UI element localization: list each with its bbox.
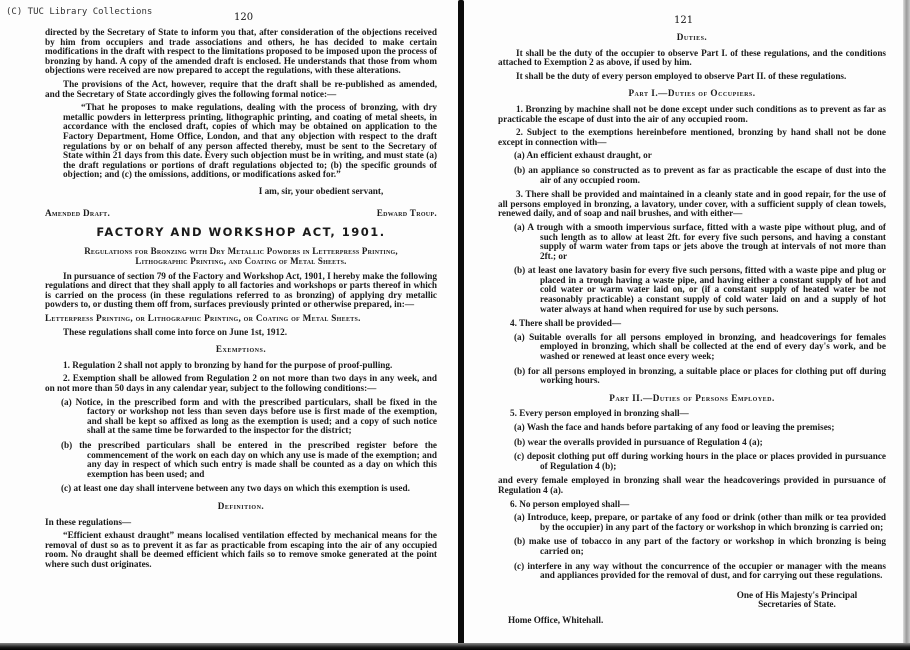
definition-intro: In these regulations— [45, 516, 132, 527]
item-text: Notice, in the prescribed form and with the prescribed particulars, shall be fixed in the factory or workshop not less than seven days before use is first made of the exemption, and shall be kept so affixed as long as the exemption is used; and a copy of such notice shall at the same time be forwarded to the inspector for the district; [75, 396, 437, 436]
act-title: FACTORY AND WORKSHOP ACT, 1901. [96, 225, 386, 240]
item-text: the prescribed particulars shall be entered in the prescribed register before the commencement of the work on each day on which any use is made of the exemption; and any day in respect of which such entry is made shall be counted as a day on which this exemption has been used; and [79, 440, 438, 479]
duties-paragraph-2: It shall be the duty of every person employed to observe Part II. of these regulations. [516, 70, 847, 81]
closing-salutation: I am, sir, your obedient servant, [258, 185, 384, 196]
item-marker: (a) [514, 150, 525, 161]
item-marker: (b) [61, 440, 73, 450]
item-text: at least one day shall intervene between any two days on which this exemption is used. [73, 483, 410, 494]
regulation-4-intro: 4. There shall be provided— [510, 318, 622, 329]
page-edge-shadow [903, 0, 910, 650]
item-marker: (a) [514, 331, 525, 342]
signatory-name: Edward Troup. [376, 207, 437, 218]
item-marker: (c) [514, 560, 525, 571]
provisions-paragraph: The provisions of the Act, however, require that the draft shall be re-published as amended, and the Secretary of State accordingly gives the following formal notice:— [45, 78, 437, 99]
right-page-body [498, 33, 886, 626]
item-marker: (a) [514, 422, 525, 432]
item-marker: (a) [514, 221, 525, 232]
definition-text: “Efficient exhaust draught” means localised ventilation effected by mechanical means for the removal of dust so as to prevent it as far as practicable from escaping into the air of any occupied room. No draught shall be deemed efficient which fails so to remove smoke generated at the point where such dust originates. [45, 530, 437, 569]
item-text: Introduce, keep, prepare, or partake of any food or drink (other than milk or tea provided by the occupier) in any part of the factory or workshop in which bronzing is carried on; [527, 512, 887, 532]
definition-heading: Definition. [217, 500, 265, 511]
regulation-3-intro: 3. There shall be provided and maintained in a cleanly state and in good repair, for the use of all persons employed in bronzing, a lavatory, under cover, with a sufficient supply of clean towels, renewed daily, and of soap and nail brushes, and with either— [498, 189, 886, 219]
item-marker: (b) [514, 365, 526, 376]
quoted-notice: “That he proposes to make regulations, dealing with the process of bronzing, with dry metallic powders in letterpress printing, lithographic printing, and coating of metal sheets, in accordance with the enclosed draft, copies of which may be obtained on application to the Factory Department, Home Office, London, and that any objection with respect to the draft regulations by or on behalf of any person affected thereby, must be sent to the Secretary of State within 21 days from this date. Every such objection must be in writing, and must state (a) the draft regulations or portions of draft regulations objected to; (b) the specific grounds of objection; and (c) the omissions, additions, or modifications asked for.” [63, 102, 437, 180]
exemptions-heading: Exemptions. [215, 344, 267, 355]
item-text: wear the overalls provided in pursuance of Regulation 4 (a); [527, 436, 763, 447]
subtitle-line-1: Regulations for Bronzing with Dry Metallic Powders in Letterpress Printing, [84, 245, 398, 256]
regulation-4-item-b [506, 367, 886, 386]
item-marker: (b) [514, 265, 526, 276]
item-marker: (a) [514, 512, 525, 523]
signoff-block [498, 591, 886, 610]
item-text: A trough with a smooth impervious surface, fitted with a waste pipe without plug, and of such length as to allow at least 2ft. for every five such persons, and having a constant supply of warm water from taps or jets above the trough at intervals of not more than 2ft.; or [527, 221, 886, 261]
regulation-2-item-a [506, 151, 886, 161]
page-number: 120 [234, 12, 254, 23]
scan-bottom-edge [0, 643, 910, 650]
regulation-6-item-a [506, 513, 886, 532]
item-text: deposit clothing put off during working hours in the place or places provided in pursuance of Regulation 4 (b); [526, 451, 886, 471]
processes-line: Letterpress Printing, or Lithographic Printing, or Coating of Metal Sheets. [45, 313, 361, 324]
amended-draft-label: Amended Draft. [45, 207, 111, 218]
item-marker: (c) [61, 483, 72, 494]
item-text: for all persons employed in bronzing, a suitable place or places for clothing put off during working hours. [528, 365, 886, 386]
regulation-4-item-a [506, 333, 886, 362]
regulation-5-item-a [506, 423, 886, 433]
part-1-heading: Part I.—Duties of Occupiers. [628, 88, 756, 99]
pursuance-paragraph: In pursuance of section 79 of the Factory and Workshop Act, 1901, I hereby make the following regulations and direct that they shall apply to all factories and workshops or parts thereof in which is carried on the process (in these regulations referred to as bronzing) of applying dry metallic powders to, or dusting them off from, surfaces previously printed or otherwise prepared, in:— [45, 270, 437, 310]
duties-paragraph-1: It shall be the duty of the occupier to observe Part I. of these regulations, and the conditions attached to Exemption 2 as above, if used by him. [498, 47, 886, 68]
item-text: Suitable overalls for all persons employed in bronzing, and headcoverings for females employed in bronzing, which shall be collected at the end of every day's work, and be washed or renewed at least once every week; [529, 331, 886, 362]
right-page [464, 0, 903, 643]
signoff-line-2: Secretaries of State. [758, 599, 836, 610]
item-marker: (b) [514, 436, 526, 447]
signoff-line-1: One of His Majesty's Principal [736, 589, 858, 600]
regulation-2-intro: 2. Subject to the exemptions hereinbefore mentioned, bronzing by hand shall not be done except in connection with— [498, 127, 886, 147]
exemption-2-intro: 2. Exemption shall be allowed from Regulation 2 on not more than two days in any week, and on not more than 50 days in any calendar year, subject to the following conditions:— [45, 373, 437, 394]
exemption-2-condition-c [53, 484, 437, 494]
in-force-line: These regulations shall come into force on June 1st, 1912. [63, 326, 287, 337]
item-marker: (c) [514, 451, 525, 462]
home-office-address: Home Office, Whitehall. [508, 614, 604, 625]
collection-watermark: (C) TUC Library Collections [6, 7, 153, 17]
regulation-3-item-a [506, 223, 886, 261]
item-marker: (b) [514, 164, 526, 175]
left-page [0, 0, 458, 643]
item-marker: (b) [514, 536, 526, 547]
signature-row [45, 209, 437, 219]
intro-paragraph: directed by the Secretary of State to inform you that, after consideration of the objections received by him from occupiers and trade associations and others, he has decided to make certain modifications in the draft with respect to the limitations proposed to be imposed upon the process of bronzing by hand. A copy of the amended draft is enclosed. He understands that those from whom objections were received are now prepared to accept the regulations, with these alterations. [45, 27, 437, 76]
regulation-5-tail: and every female employed in bronzing shall wear the headcoverings provided in pursuance of Regulation 4 (a). [498, 475, 886, 495]
regulation-5-item-b [506, 438, 886, 448]
item-text: An efficient exhaust draught, or [526, 150, 652, 161]
regulation-6-item-c [506, 562, 886, 581]
regulation-6-item-b [506, 537, 886, 556]
item-text: at least one lavatory basin for every five such persons, fitted with a waste pipe and plug or placed in a trough having a waste pipe, and having either a constant supply of hot and cold water or warm water laid on, or (if a constant supply of heated water be not reasonably practicable) a constant supply of cold water laid on and a supply of hot water always at hand when required for use by such persons. [527, 265, 886, 314]
item-marker: (a) [61, 396, 72, 407]
exemption-2-condition-a [53, 398, 437, 436]
item-text: an appliance so constructed as to prevent as far as practicable the escape of dust into the air of any occupied room. [528, 164, 886, 185]
regulations-subtitle [45, 246, 437, 266]
regulation-5-intro: 5. Every person employed in bronzing shall— [510, 408, 689, 419]
left-page-body [45, 28, 437, 574]
regulation-5-item-c [506, 452, 886, 471]
regulation-3-item-b [506, 266, 886, 314]
item-text: interfere in any way without the concurrence of the occupier or manager with the means and appliances provided for the removal of dust, and for carrying out these regulations. [527, 560, 886, 581]
subtitle-line-2: Lithographic Printing, and Coating of Metal Sheets. [135, 255, 347, 266]
regulation-6-intro: 6. No person employed shall— [510, 498, 630, 509]
item-text: Wash the face and hands before partaking of any food or leaving the premises; [526, 422, 835, 432]
exemption-1: 1. Regulation 2 shall not apply to bronzing by hand for the purpose of proof-pulling. [63, 359, 393, 370]
part-2-heading: Part II.—Duties of Persons Employed. [609, 392, 775, 403]
regulation-2-item-b [506, 166, 886, 185]
page-number: 121 [674, 15, 694, 26]
item-text: make use of tobacco in any part of the factory or workshop in which bronzing is being carried on; [528, 536, 886, 556]
exemption-2-condition-b [53, 441, 437, 479]
regulation-1: 1. Bronzing by machine shall not be done except under such conditions as to prevent as far as practicable the escape of dust into the air of any occupied room. [498, 103, 886, 124]
duties-heading: Duties. [676, 32, 708, 42]
